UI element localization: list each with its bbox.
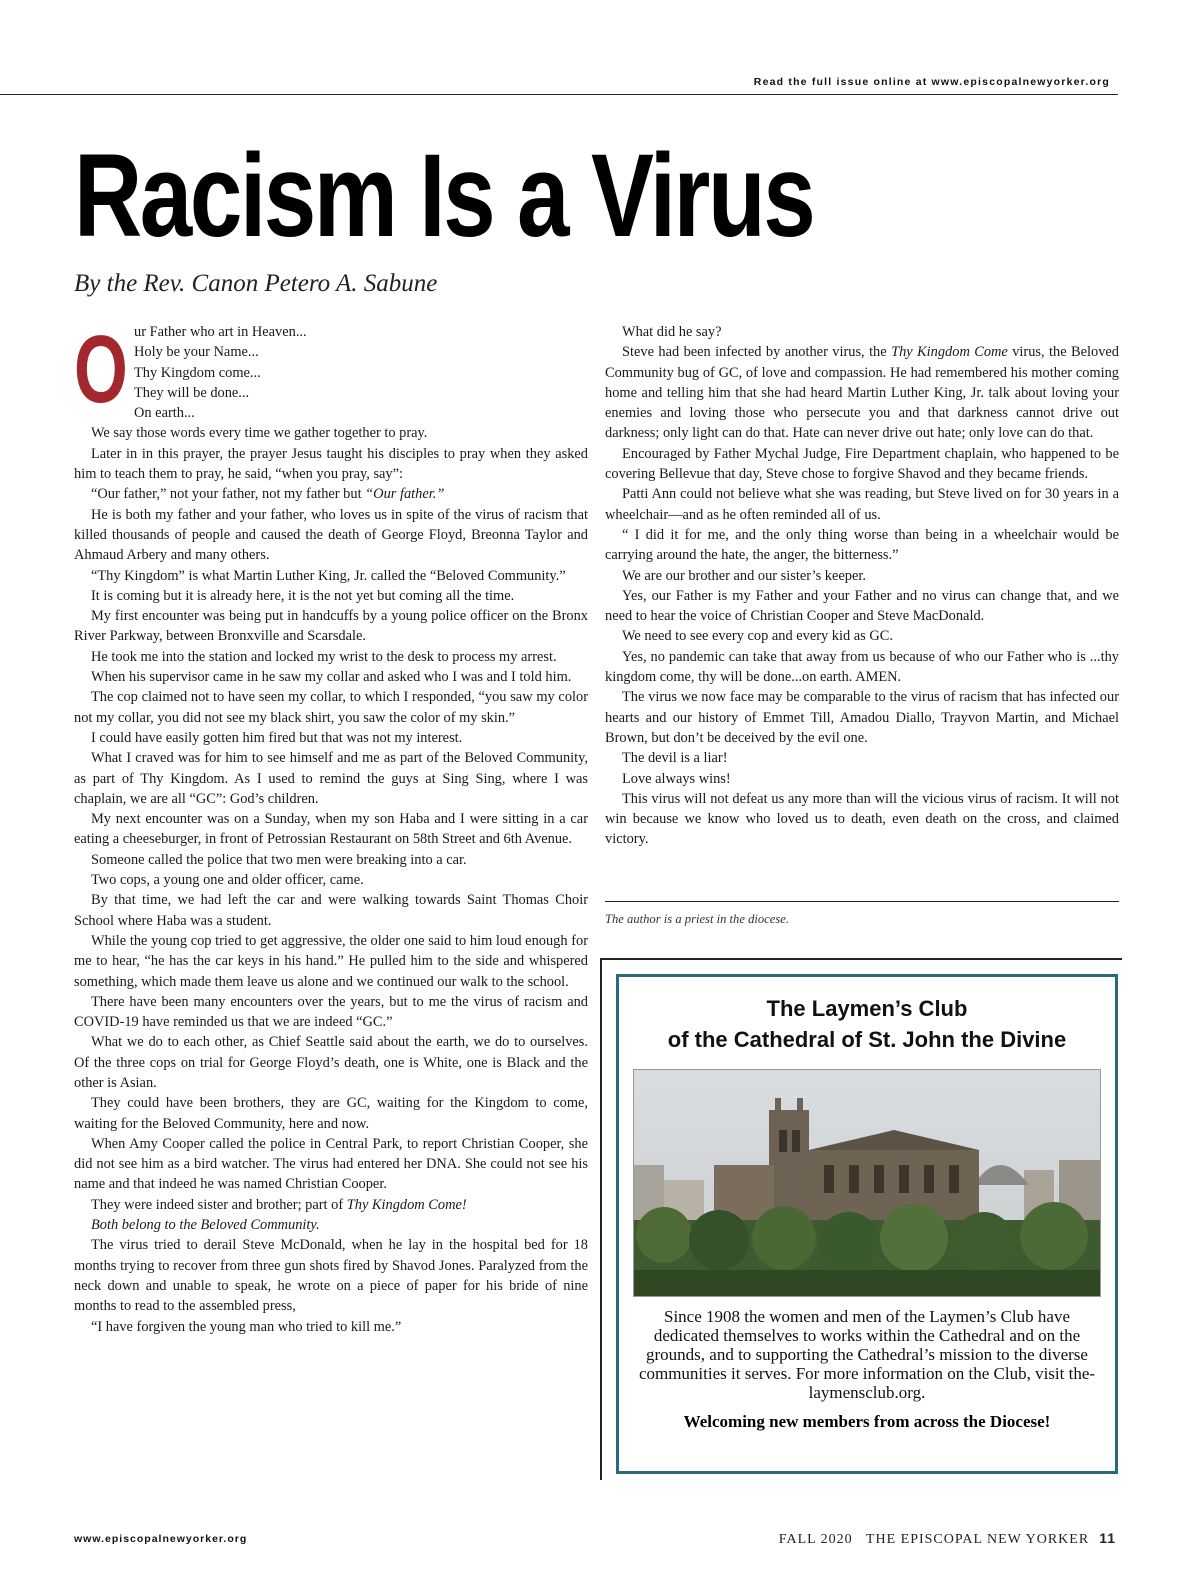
paragraph: Both belong to the Beloved Community. bbox=[91, 1217, 320, 1234]
page-number: 11 bbox=[1099, 1530, 1116, 1546]
paragraph: The devil is a liar! bbox=[622, 750, 728, 767]
paragraph: Patti Ann could not believe what she was reading, but Steve lived on for 30 years in a wheelchair—and as he often reminded all of us. bbox=[605, 486, 1119, 523]
paragraph: He took me into the station and locked my wrist to the desk to process my arrest. bbox=[91, 648, 557, 665]
prayer-line: Thy Kingdom come... bbox=[134, 364, 261, 381]
paragraph: By that time, we had left the car and were walking towards Saint Thomas Choir School where Haba was a student. bbox=[74, 892, 588, 929]
paragraph: “ I did it for me, and the only thing worse than being in a wheelchair would be carrying around the hate, the anger, the bitterness.” bbox=[605, 526, 1119, 564]
paragraph: Encouraged by Father Mychal Judge, Fire Department chaplain, who happened to be covering Bellevue that day, Steve chose to forgive Shavod and they became friends. bbox=[605, 445, 1119, 483]
footer-issue bbox=[779, 1530, 1116, 1548]
footer-website: www.episcopalnewyorker.org bbox=[74, 1533, 248, 1545]
cathedral-photo bbox=[633, 1069, 1101, 1297]
paragraph: They could have been brothers, they are GC, waiting for the Kingdom to come, waiting for the Beloved Community, here and now. bbox=[74, 1095, 588, 1132]
paragraph: The virus we now face may be comparable to the virus of racism that has infected our hearts and our history of Emmet Till, Amadou Diallo, Trayvon Martin, and Michael Brown, but don’t be deceived by the evil one. bbox=[605, 689, 1119, 746]
paragraph bbox=[74, 484, 588, 504]
paragraph: We say those words every time we gather together to pray. bbox=[91, 425, 428, 442]
italic-phrase: Thy Kingdom Come! bbox=[346, 1196, 467, 1213]
paragraph-text: virus, the Beloved Community bug of GC, of love and compassion. He had remembered his mother coming home and telling him that she had heard Martin Luther King, Jr. talk about loving your enemies and loving those who persecute you and that darkness cannot drive out darkness; only light can do that. Hate can never drive out hate; only love can do that. bbox=[605, 344, 1119, 442]
ad-title bbox=[619, 993, 1115, 1055]
paragraph-text: They were indeed sister and brother; part of bbox=[91, 1196, 347, 1213]
paragraph: He is both my father and your father, who loves us in spite of the virus of racism that killed thousands of people and caused the death of George Floyd, Breonna Taylor and Ahmaud Arbery and many others. bbox=[74, 506, 588, 564]
paragraph-text: Steve had been infected by another virus, the bbox=[622, 344, 892, 361]
paragraph: What I craved was for him to see himself and me as part of the Beloved Community, as part of Thy Kingdom. As I used to remind the guys at Sing Sing, where I was chaplain, we are all “GC”: God’s children. bbox=[74, 750, 588, 807]
header-website-link: Read the full issue online at www.episcopalnewyorker.org bbox=[753, 76, 1110, 88]
header-rule bbox=[0, 94, 1118, 95]
ad-welcome: Welcoming new members from across the Diocese! bbox=[683, 1412, 1051, 1431]
paragraph: Later in in this prayer, the prayer Jesus taught his disciples to pray when they asked him to teach them to pray, he said, “when you pray, say”: bbox=[74, 445, 588, 483]
paragraph: My next encounter was on a Sunday, when my son Haba and I were sitting in a car eating a cheeseburger, in front of Petrossian Restaurant on 58th Street and 6th Avenue. bbox=[74, 811, 588, 848]
paragraph: When Amy Cooper called the police in Central Park, to report Christian Cooper, she did not see him as a bird watcher. The virus had entered her DNA. She could not see his name and that indeed he was named Christian Cooper. bbox=[74, 1135, 588, 1193]
paragraph-text: “Our father,” not your father, not my father but bbox=[91, 486, 366, 503]
paragraph: We are our brother and our sister’s keeper. bbox=[622, 567, 866, 584]
paragraph: We need to see every cop and every kid as GC. bbox=[622, 628, 893, 645]
paragraph: While the young cop tried to get aggressive, the older one said to him loud enough for me to hear, “he has the car keys in his hand.” He pulled him to the side and whispered something, which made them leave us alone and we continued our walk to the school. bbox=[74, 932, 588, 990]
paragraph: I could have easily gotten him fired but that was not my interest. bbox=[91, 729, 463, 746]
paragraph: Yes, no pandemic can take that away from us because of who our Father who is ...thy kingdom come, thy will be done...on earth. AMEN. bbox=[605, 648, 1119, 686]
italic-phrase: “Our father.” bbox=[365, 486, 445, 503]
paragraph bbox=[605, 342, 1119, 443]
paragraph: When his supervisor came in he saw my collar and asked who I was and I told him. bbox=[91, 669, 572, 686]
paragraph: What did he say? bbox=[622, 324, 722, 340]
footer-issue-label: FALL 2020 THE EPISCOPAL NEW YORKER bbox=[778, 1532, 1090, 1547]
laymens-club-ad bbox=[616, 974, 1118, 1474]
prayer-line: Holy be your Name... bbox=[134, 344, 259, 361]
drop-cap: O bbox=[74, 316, 128, 423]
paragraph: The virus tried to derail Steve McDonald, when he lay in the hospital bed for 18 months trying to recover from three gun shots fired by Shavod Jones. Paralyzed from the neck down and unable to speak, he wrote on a piece of paper for his bride of nine months to read to the assembled press, bbox=[74, 1237, 588, 1315]
ad-title-line: of the Cathedral of St. John the Divine bbox=[667, 1027, 1067, 1052]
paragraph: There have been many encounters over the years, but to me the virus of racism and COVID-19 have reminded us that we are indeed “GC.” bbox=[74, 993, 588, 1031]
article-end-rule bbox=[605, 901, 1119, 902]
italic-phrase: Thy Kingdom Come bbox=[891, 344, 1008, 361]
paragraph: Someone called the police that two men were breaking into a car. bbox=[91, 851, 467, 868]
paragraph bbox=[74, 1195, 588, 1215]
paragraph: Love always wins! bbox=[622, 770, 731, 787]
paragraph: My first encounter was being put in handcuffs by a young police officer on the Bronx River Parkway, between Bronxville and Scarsdale. bbox=[74, 608, 588, 645]
paragraph: What we do to each other, as Chief Seattle said about the earth, we do to ourselves. Of the three cops on trial for George Floyd’s death, one is White, one is Black and the other is Asian. bbox=[74, 1034, 588, 1091]
paragraph: Yes, our Father is my Father and your Father and no virus can change that, and we need to hear the voice of Christian Cooper and Steve MacDonald. bbox=[605, 587, 1119, 625]
article-title: Racism Is a Virus bbox=[74, 130, 814, 262]
ad-body: Since 1908 the women and men of the Laymen’s Club have dedicated themselves to works within the Cathedral and on the grounds, and to supporting the Cathedral’s mission to the diverse communities it serves. For more information on the Club, visit the-laymensclub.org. bbox=[638, 1307, 1096, 1402]
ad-title-line: The Laymen’s Club bbox=[766, 996, 968, 1021]
author-note: The author is a priest in the diocese. bbox=[605, 912, 789, 926]
article-byline: By the Rev. Canon Petero A. Sabune bbox=[74, 270, 438, 297]
paragraph: It is coming but it is already here, it is the not yet but coming all the time. bbox=[91, 587, 515, 604]
article-column-right bbox=[605, 322, 1119, 850]
prayer-line: They will be done... bbox=[134, 384, 250, 401]
article-column-left bbox=[74, 316, 588, 1337]
paragraph: This virus will not defeat us any more than will the vicious virus of racism. It will not win because we know who loved us to death, even death on the cross, and claimed victory. bbox=[605, 790, 1119, 848]
prayer-line: On earth... bbox=[134, 405, 195, 422]
paragraph: “Thy Kingdom” is what Martin Luther King, Jr. called the “Beloved Community.” bbox=[91, 567, 566, 584]
paragraph: The cop claimed not to have seen my collar, to which I responded, “you saw my color not my collar, you did not see my black shirt, you saw the color of my skin.” bbox=[74, 689, 588, 726]
paragraph: “I have forgiven the young man who tried to kill me.” bbox=[91, 1318, 402, 1335]
prayer-line: ur Father who art in Heaven... bbox=[134, 324, 307, 340]
prayer-opening bbox=[74, 316, 588, 423]
paragraph: Two cops, a young one and older officer, came. bbox=[91, 872, 364, 889]
